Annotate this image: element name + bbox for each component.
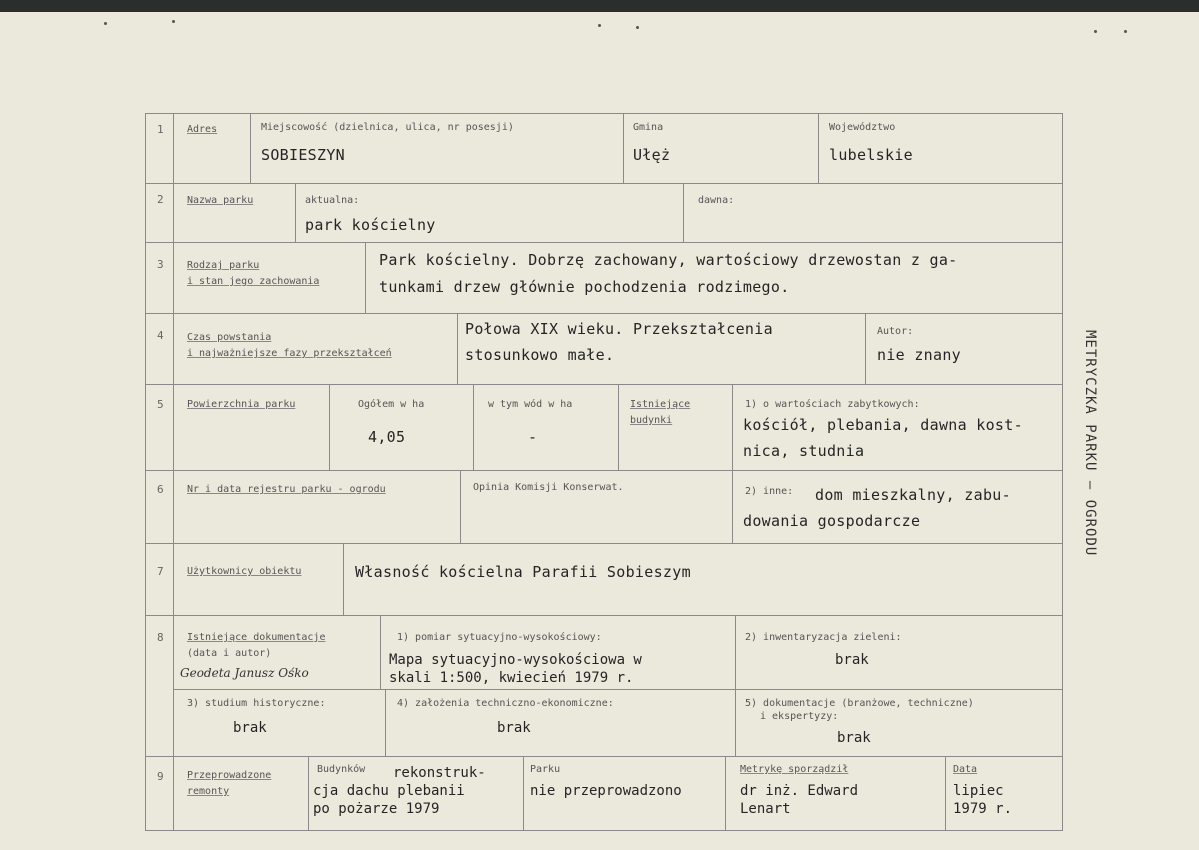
scan-speck [172,20,175,23]
transformation-phases-label: i najważniejsze fazy przekształceń [187,348,392,359]
park-type-label: Rodzaj parku [187,260,260,271]
heritage-buildings-value-cont: nica, studnia [743,442,865,460]
expert-docs-label: 5) dokumentacje (branżowe, techniczne) [745,698,974,709]
buildings-renovation-value-cont: cja dachu plebanii [313,783,465,799]
locality-value: SOBIESZYN [261,146,345,164]
prepared-by-value: dr inż. Edward [740,783,859,799]
current-name-label: aktualna: [305,195,360,206]
cell-border [732,470,733,543]
scan-speck [104,22,107,25]
cell-border [732,384,733,470]
cell-border [473,384,474,470]
buildings-renovation-value: rekonstruk- [393,765,486,781]
tech-economic-label: 4) założenia techniczno-ekonomiczne: [397,698,614,709]
date-value-cont: 1979 r. [953,801,1013,817]
row-border [145,384,1063,385]
scan-speck [636,26,639,29]
locality-label: Miejscowość (dzielnica, ulica, nr posesji) [261,122,514,133]
row-border [145,183,1063,184]
form-border [145,113,146,830]
park-renovation-value: nie przeprowadzono [530,783,682,799]
cell-border [523,756,524,830]
scan-top-edge [0,0,1199,12]
author-label: Autor: [877,326,914,337]
row-number: 9 [157,770,164,783]
park-type-value: Park kościelny. Dobrzę zachowany, wartościowy drzewostan z ga- [379,251,958,269]
row-border [145,313,1063,314]
renovations-label: Przeprowadzone [187,770,272,781]
water-area-value: - [528,428,538,446]
commune-value: Ułęż [633,146,671,164]
survey-label: 1) pomiar sytuacyjno-wysokościowy: [397,632,602,643]
cell-border [735,615,736,756]
commune-label: Gmina [633,122,664,133]
cell-border [329,384,330,470]
tech-economic-value: brak [497,720,531,736]
form-border [1062,113,1063,830]
renovations-label-cont: remonty [187,786,230,797]
cell-border [308,756,309,830]
cell-border [683,183,684,242]
row-border [145,830,1063,831]
cell-border [295,183,296,242]
date-label: Data [953,764,978,775]
row-border [173,689,1063,690]
row-number: 3 [157,258,164,271]
historical-study-label: 3) studium historyczne: [187,698,326,709]
row-border [145,543,1063,544]
cell-border [623,113,624,183]
park-condition-label: i stan jego zachowania [187,276,320,287]
address-label: Adres [187,124,218,135]
cell-border [945,756,946,830]
prepared-by-label: Metrykę sporządził [740,764,849,775]
survey-value: Mapa sytuacyjno-wysokościowa w [389,652,642,668]
other-buildings-value: dom mieszkalny, zabu- [815,486,1011,504]
prepared-by-value-cont: Lenart [740,801,791,817]
row-border [145,615,1063,616]
author-value: nie znany [877,346,961,364]
area-label: Powierzchnia parku [187,399,296,410]
documentation-label-cont: (data i autor) [187,648,272,659]
row-number: 6 [157,483,164,496]
cell-border [250,113,251,183]
expert-docs-label-cont: i ekspertyzy: [760,711,839,722]
heritage-buildings-label: 1) o wartościach zabytkowych: [745,399,920,410]
scan-speck [1124,30,1127,33]
cell-border [460,470,461,543]
cell-border [618,384,619,470]
park-type-value-cont: tunkami drzew głównie pochodzenia rodzimego. [379,278,790,296]
buildings-renovation-label: Budynków [317,764,366,775]
row-number: 2 [157,193,164,206]
creation-time-value-cont: stosunkowo małe. [465,346,615,364]
date-value: lipiec [953,783,1004,799]
row-number: 1 [157,123,164,136]
row-border [145,113,1063,114]
cell-border [365,242,366,313]
cell-border [380,615,381,689]
expert-docs-value: brak [837,730,871,746]
existing-buildings-label: Istniejące [630,399,691,410]
current-name-value: park kościelny [305,216,436,234]
park-name-label: Nazwa parku [187,195,254,206]
row-number: 4 [157,329,164,342]
other-buildings-label: 2) inne: [745,486,794,497]
buildings-renovation-value-cont2: po pożarze 1979 [313,801,440,817]
cell-border [457,313,458,384]
row-border [145,470,1063,471]
row-number: 8 [157,631,164,644]
greenery-inventory-label: 2) inwentaryzacja zieleni: [745,632,902,643]
cell-border [818,113,819,183]
creation-time-value: Połowa XIX wieku. Przekształcenia [465,320,773,338]
row-border [145,242,1063,243]
survey-value-cont: skali 1:500, kwiecień 1979 r. [389,670,634,686]
creation-time-label: Czas powstania [187,332,272,343]
side-title: METRYCZKA PARKU — OGRODU [1082,330,1098,557]
cell-border [385,689,386,756]
water-area-label: w tym wód w ha [488,399,573,410]
scan-speck [598,24,601,27]
heritage-buildings-value: kościół, plebania, dawna kost- [743,416,1023,434]
number-column-border [173,113,174,830]
total-area-value: 4,05 [368,428,406,446]
row-number: 5 [157,398,164,411]
users-value: Własność kościelna Parafii Sobieszym [355,563,691,581]
total-area-label: Ogółem w ha [358,399,425,410]
existing-buildings-label-cont: budynki [630,415,673,426]
park-renovation-label: Parku [530,764,561,775]
scan-speck [1094,30,1097,33]
documentation-label: Istniejące dokumentacje [187,632,326,643]
park-record-form [145,113,1063,830]
conservator-opinion-label: Opinia Komisji Konserwat. [473,482,624,493]
cell-border [865,313,866,384]
register-label: Nr i data rejestru parku - ogrodu [187,484,386,495]
historical-study-value: brak [233,720,267,736]
cell-border [343,543,344,615]
voivodeship-label: Województwo [829,122,896,133]
greenery-inventory-value: brak [835,652,869,668]
cell-border [725,756,726,830]
row-border [145,756,1063,757]
former-name-label: dawna: [698,195,735,206]
users-label: Użytkownicy obiektu [187,566,302,577]
row-number: 7 [157,565,164,578]
other-buildings-value-cont: dowania gospodarcze [743,512,921,530]
handwritten-surveyor-note: Geodeta Janusz Ośko [180,666,309,680]
voivodeship-value: lubelskie [829,146,913,164]
